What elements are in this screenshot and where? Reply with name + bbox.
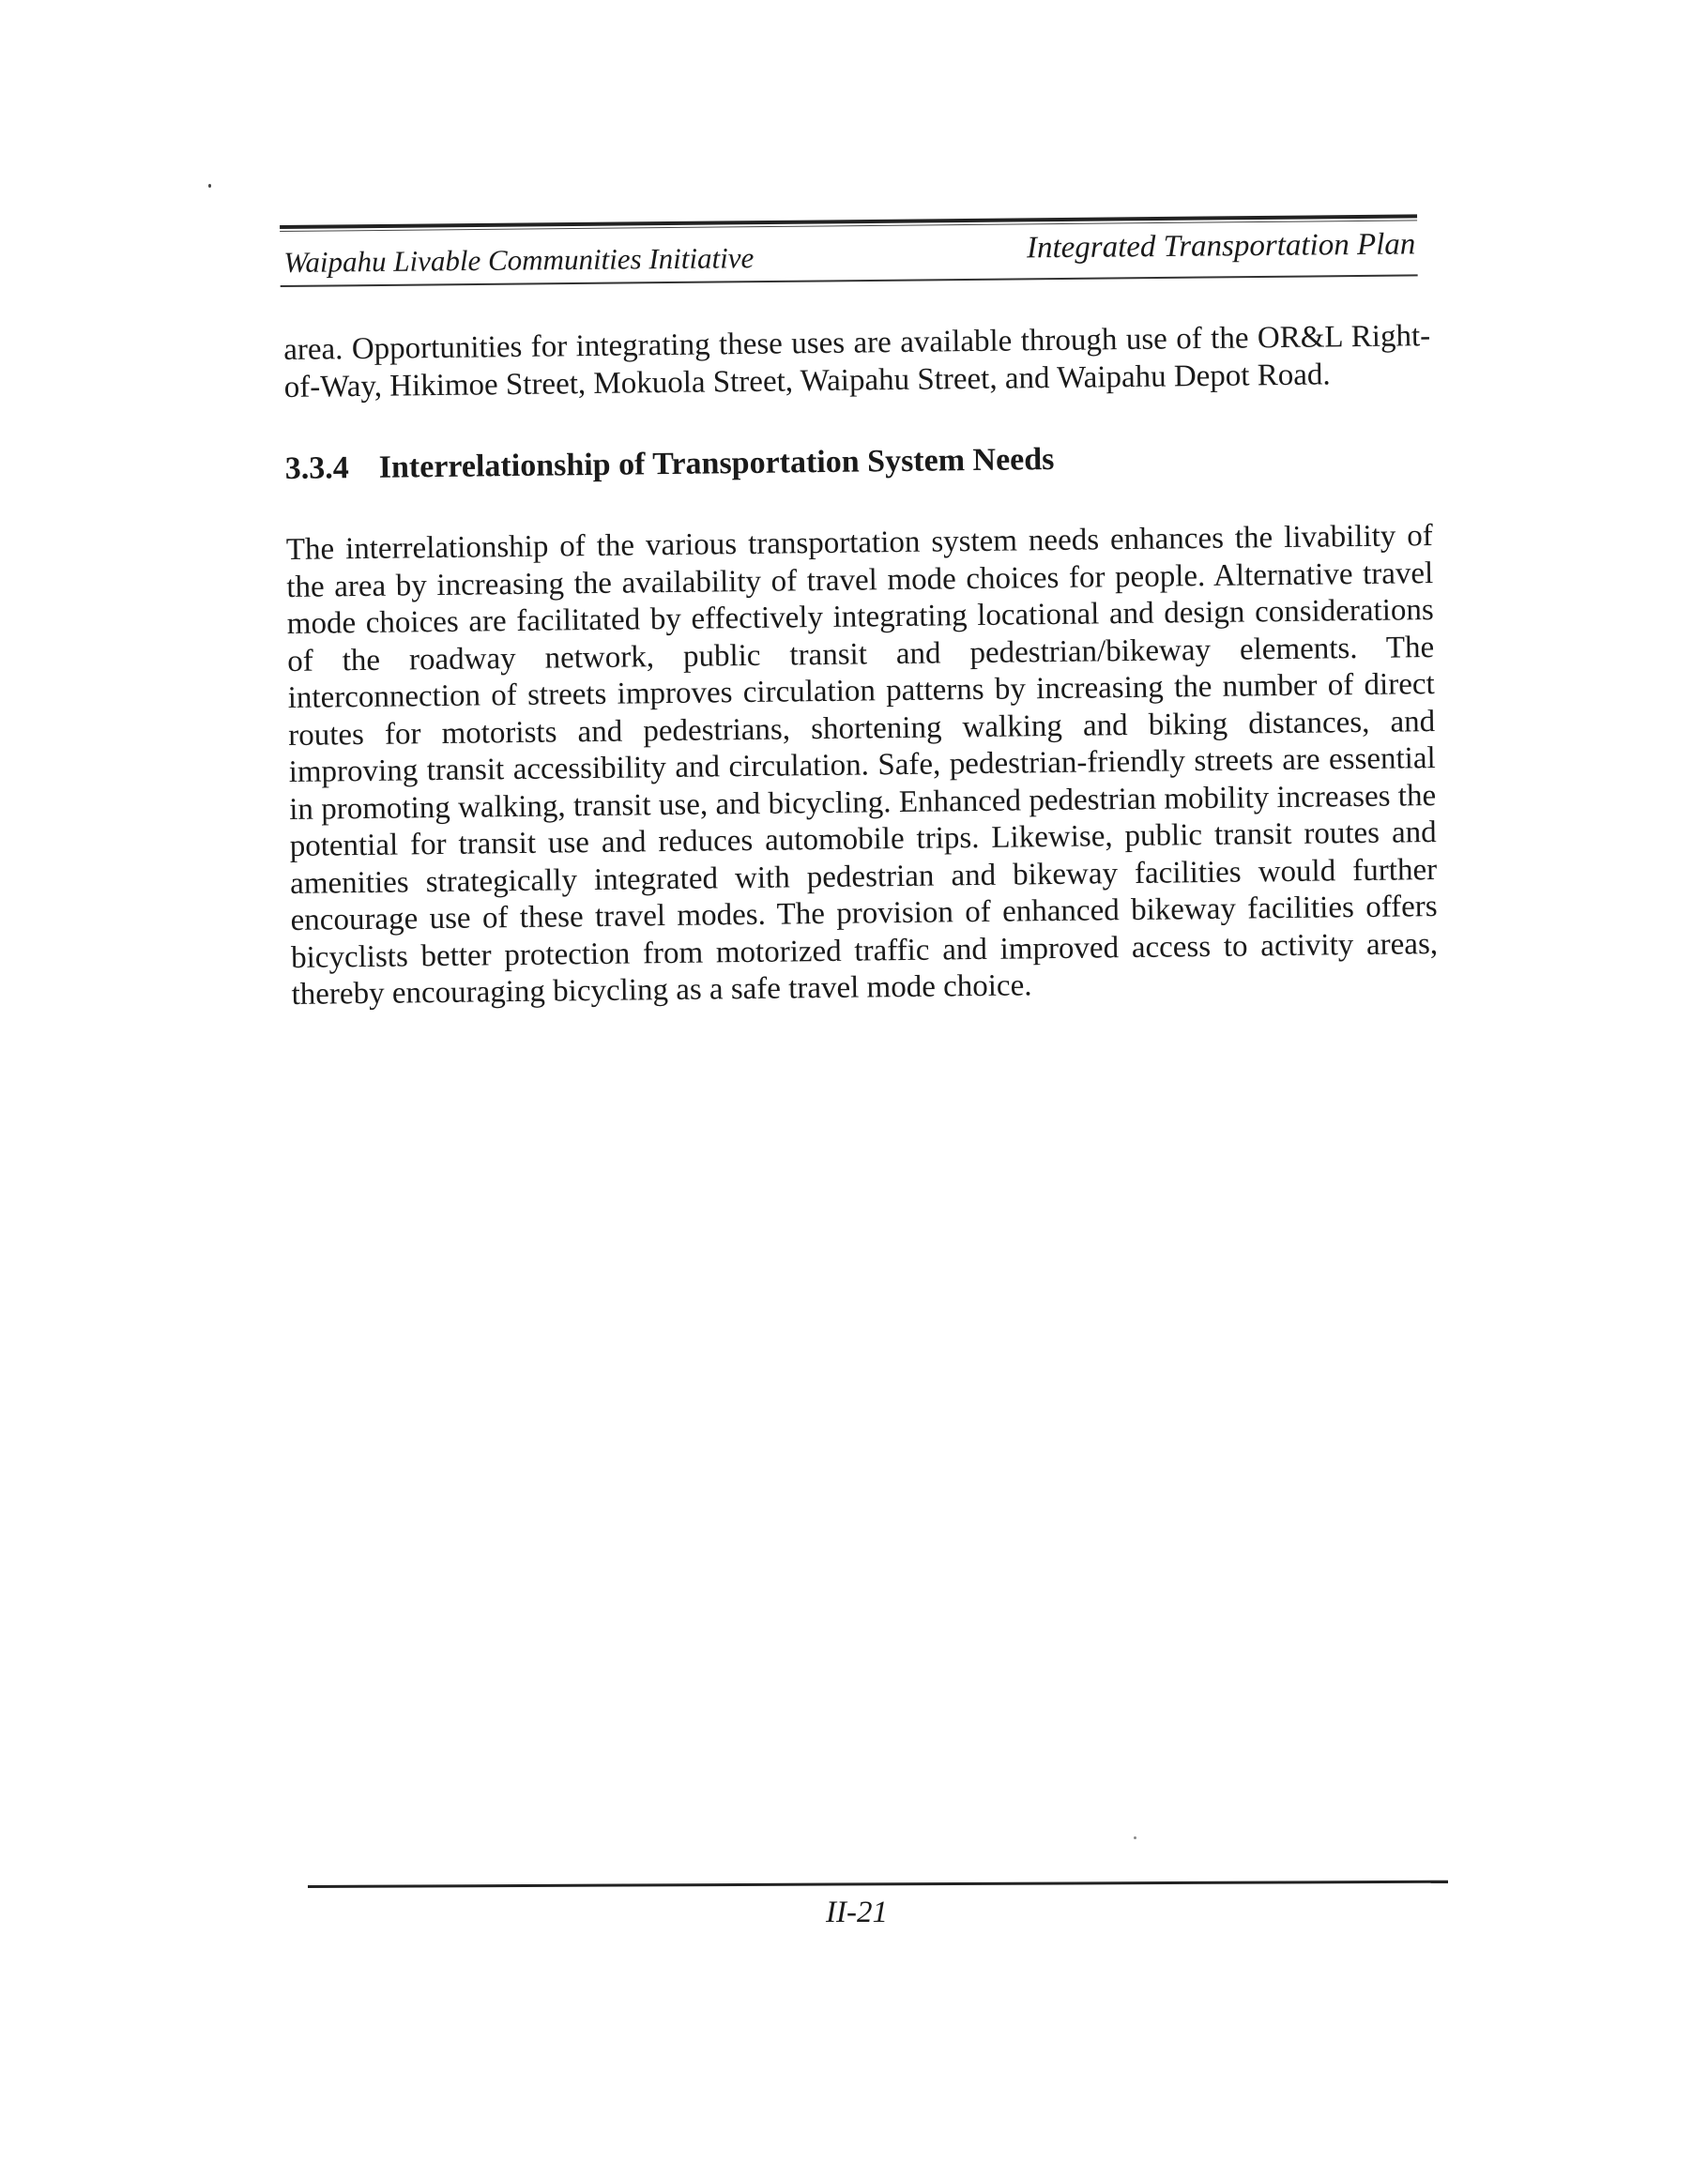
section-title: Interrelationship of Transportation System Needs <box>378 441 1055 485</box>
header-left-title: Waipahu Livable Communities Initiative <box>283 241 755 279</box>
section-paragraph: The interrelationship of the various transportation system needs enhances the livability of the area by increasing the availability of travel mode choices for people. Alternative travel mode choices are facilitated by effectively integrating locational and design considerations of the roadway network, public transit and pedestrian/bikeway elements. The interconnection of streets improves circulation patterns by increasing the number of direct routes for motorists and pedestrians, shortening walking and biking distances, and improving transit accessibility and circulation. Safe, pedestrian-friendly streets are essential in promoting walking, transit use, and bicycling. Enhanced pedestrian mobility increases the potential for transit use and reduces automobile trips. Likewise, public transit routes and amenities strategically integrated with pedestrian and bikeway facilities would further encourage use of these travel modes. The provision of enhanced bikeway facilities offers bicyclists better protection from motorized traffic and improved access to activity areas, thereby encouraging bicycling as a safe travel mode choice. <box>285 519 1439 1012</box>
header-right-title: Integrated Transportation Plan <box>1026 227 1416 266</box>
page-number: II-21 <box>826 1896 888 1929</box>
scan-speck <box>208 184 211 188</box>
section-number: 3.3.4 <box>284 450 349 486</box>
footer-rule <box>308 1881 1448 1888</box>
continuation-paragraph: area. Opportunities for integrating these uses are available through use of the OR&L Right-of-Way, Hikimoe Street, Mokuola Street, Waipahu Street, and Waipahu Depot Road. <box>283 319 1431 404</box>
scan-speck-lower <box>1134 1836 1136 1839</box>
page-content <box>283 318 1439 1013</box>
running-header <box>280 206 1418 293</box>
section-heading <box>285 437 1432 487</box>
